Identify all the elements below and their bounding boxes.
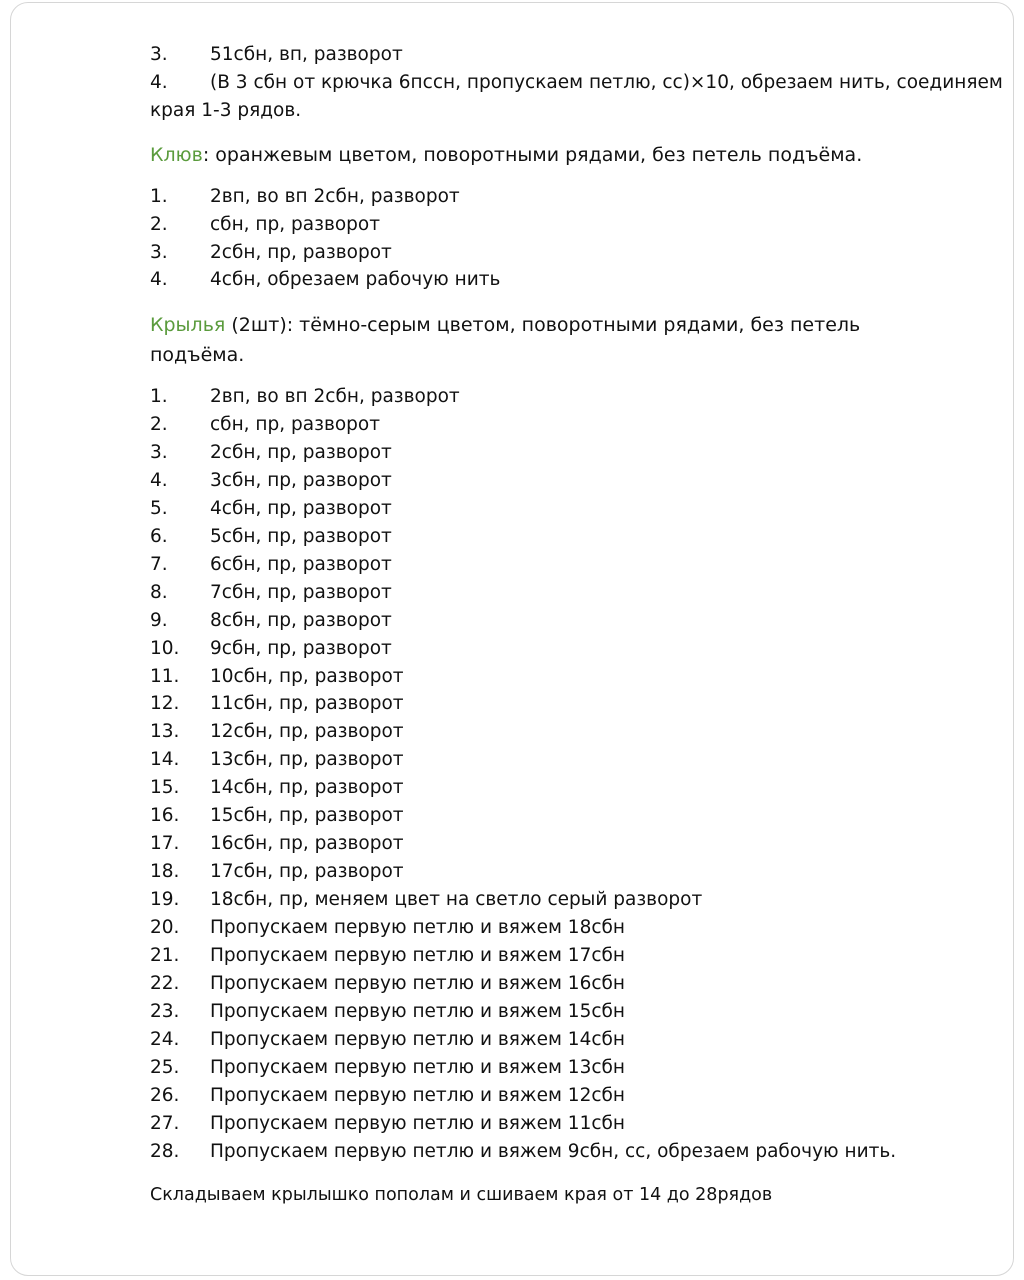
row-text: Пропускаем первую петлю и вяжем 14сбн	[210, 1028, 626, 1050]
row-text: 4сбн, пр, разворот	[210, 497, 392, 519]
row-text: 2вп, во вп 2сбн, разворот	[210, 386, 460, 407]
wings-heading	[150, 310, 860, 340]
row-number: 19.	[150, 889, 180, 911]
row-number: 5.	[150, 497, 168, 519]
row-number: 10.	[150, 637, 180, 659]
row-number: 25.	[150, 1056, 180, 1078]
row-text: 10сбн, пр, разворот	[210, 665, 404, 687]
beak-heading	[150, 140, 862, 170]
row-text: 2сбн, пр, разворот	[210, 241, 392, 263]
row-number: 4.	[150, 72, 168, 93]
row-number: 4.	[150, 269, 168, 291]
row-number: 6.	[150, 525, 168, 547]
row-number: 1.	[150, 386, 168, 407]
beak-description: : оранжевым цветом, поворотными рядами, без петель подъёма.	[202, 144, 863, 166]
row-text: 11сбн, пр, разворот	[210, 693, 404, 715]
row-number: 3.	[150, 241, 168, 263]
row-number: 3.	[150, 44, 168, 65]
row-text: 51сбн, вп, разворот	[210, 44, 403, 65]
row-text: 18сбн, пр, меняем цвет на светло серый разворот	[210, 889, 703, 911]
row-text: сбн, пр, разворот	[210, 213, 381, 235]
row-text: Пропускаем первую петлю и вяжем 11сбн	[210, 1112, 626, 1134]
row-text: 6сбн, пр, разворот	[210, 553, 392, 575]
row-number: 7.	[150, 553, 168, 575]
row-text: 12сбн, пр, разворот	[210, 721, 404, 743]
row-text: 15сбн, пр, разворот	[210, 805, 404, 827]
row-number: 14.	[150, 749, 180, 771]
row-text: 9сбн, пр, разворот	[210, 637, 392, 659]
row-text: 5сбн, пр, разворот	[210, 525, 392, 547]
row-text: Пропускаем первую петлю и вяжем 16сбн	[210, 972, 626, 994]
row-text: сбн, пр, разворот	[210, 413, 381, 435]
row-number: 18.	[150, 861, 180, 883]
row-number: 27.	[150, 1112, 180, 1134]
row-text: Пропускаем первую петлю и вяжем 18сбн	[210, 917, 626, 939]
row-text: 2вп, во вп 2сбн, разворот	[210, 186, 460, 207]
row-text: 14сбн, пр, разворот	[210, 777, 404, 799]
footer-note: Складываем крылышко пополам и сшиваем края от 14 до 28рядов	[150, 1185, 773, 1205]
row-number: 1.	[150, 186, 168, 207]
wings-heading-continuation: подъёма.	[150, 344, 245, 366]
row-number: 3.	[150, 441, 168, 463]
row-text: 13сбн, пр, разворот	[210, 749, 404, 771]
row-text: 16сбн, пр, разворот	[210, 833, 404, 855]
row-continuation: края 1-3 рядов.	[150, 100, 302, 121]
row-text: 3сбн, пр, разворот	[210, 469, 392, 491]
row-number: 2.	[150, 213, 168, 235]
row-text: 2сбн, пр, разворот	[210, 441, 392, 463]
row-number: 13.	[150, 721, 180, 743]
row-number: 2.	[150, 413, 168, 435]
row-text: 4сбн, обрезаем рабочую нить	[210, 269, 501, 291]
row-number: 8.	[150, 581, 168, 603]
row-text: 8сбн, пр, разворот	[210, 609, 392, 631]
row-number: 9.	[150, 609, 168, 631]
row-number: 23.	[150, 1000, 180, 1022]
row-text: 7сбн, пр, разворот	[210, 581, 392, 603]
row-number: 16.	[150, 805, 180, 827]
row-text: Пропускаем первую петлю и вяжем 12сбн	[210, 1084, 626, 1106]
wings-label: Крылья	[150, 314, 226, 336]
row-text: Пропускаем первую петлю и вяжем 17сбн	[210, 945, 626, 966]
row-text: Пропускаем первую петлю и вяжем 9сбн, сс, обрезаем рабочую нить.	[210, 1140, 897, 1162]
row-number: 26.	[150, 1084, 180, 1106]
row-number: 4.	[150, 469, 168, 491]
row-number: 15.	[150, 777, 180, 799]
row-number: 21.	[150, 945, 180, 966]
row-number: 17.	[150, 833, 180, 855]
row-number: 20.	[150, 917, 180, 939]
row-number: 24.	[150, 1028, 180, 1050]
row-text: Пропускаем первую петлю и вяжем 15сбн	[210, 1000, 626, 1022]
row-number: 28.	[150, 1140, 180, 1162]
row-text: (В 3 сбн от крючка 6пссн, пропускаем петлю, сс)×10, обрезаем нить, соединяем	[210, 72, 1003, 93]
beak-label: Клюв	[150, 144, 203, 166]
row-number: 22.	[150, 972, 180, 994]
row-number: 11.	[150, 665, 180, 687]
row-text: 17сбн, пр, разворот	[210, 861, 404, 883]
row-number: 12.	[150, 693, 180, 715]
row-text: Пропускаем первую петлю и вяжем 13сбн	[210, 1056, 626, 1078]
wings-description: (2шт): тёмно-серым цветом, поворотными рядами, без петель	[225, 314, 861, 336]
